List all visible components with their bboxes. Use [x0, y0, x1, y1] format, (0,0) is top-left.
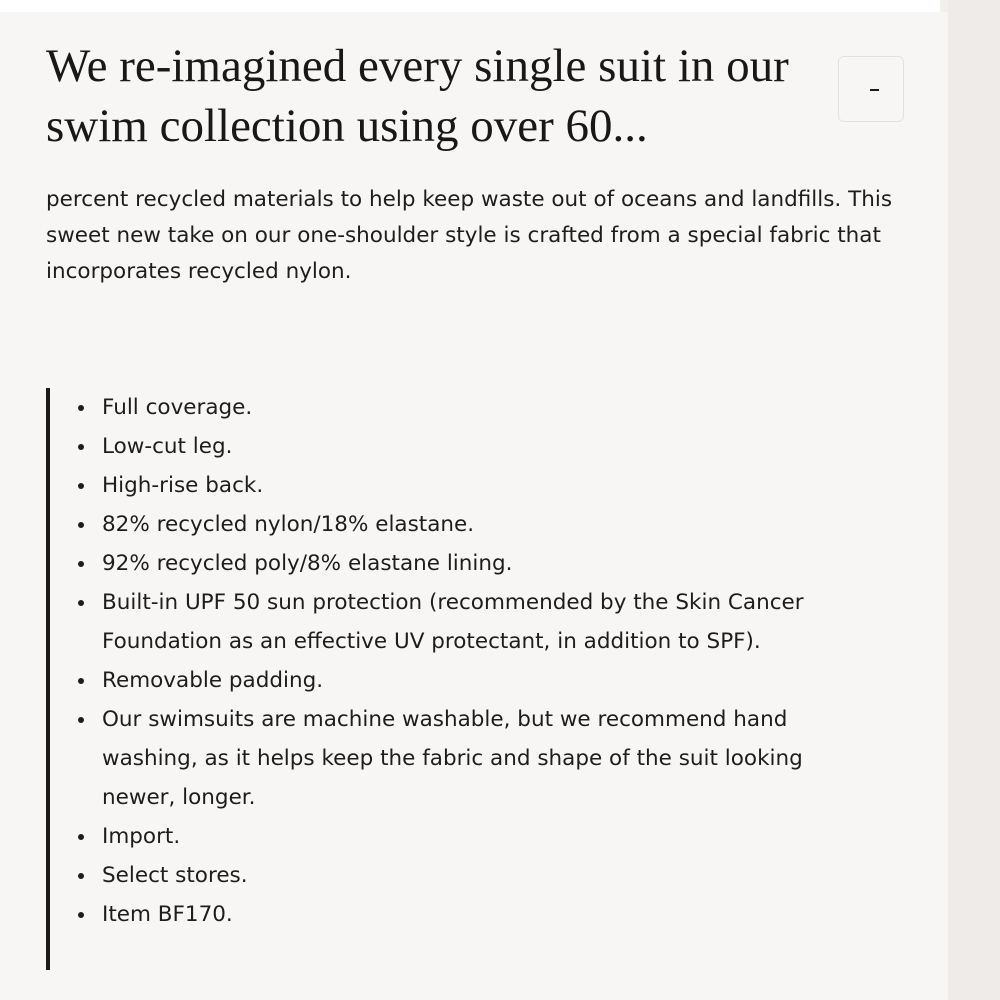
feature-list — [50, 388, 846, 934]
bullet-icon — [78, 561, 84, 567]
product-headline: We re-imagined every single suit in our swim collection using over 60... — [46, 40, 789, 152]
feature-item — [78, 661, 846, 700]
feature-text: Removable padding. — [102, 668, 324, 693]
feature-item — [78, 544, 846, 583]
feature-list-section — [46, 388, 846, 970]
feature-text: Low-cut leg. — [102, 434, 233, 459]
bullet-icon — [78, 522, 84, 528]
feature-text: 92% recycled poly/8% elastane lining. — [102, 551, 513, 576]
product-intro: percent recycled materials to help keep waste out of oceans and landfills. This sweet new take on our one-shoulder style is crafted from a special fabric that incorporates recycled nylon. — [46, 187, 893, 284]
right-gutter — [948, 0, 1000, 1000]
collapse-button[interactable] — [838, 56, 904, 122]
feature-item — [78, 583, 846, 661]
bullet-icon — [78, 717, 84, 723]
bullet-icon — [78, 873, 84, 879]
bullet-icon — [78, 678, 84, 684]
bullet-icon — [78, 405, 84, 411]
minus-icon — [870, 89, 879, 91]
feature-text: Import. — [102, 824, 181, 849]
feature-text: Our swimsuits are machine washable, but we recommend hand washing, as it helps keep the fabric and shape of the suit looking newer, longer. — [102, 707, 803, 810]
bullet-icon — [78, 834, 84, 840]
feature-text: Item BF170. — [102, 902, 233, 927]
bullet-icon — [78, 600, 84, 606]
bullet-icon — [78, 483, 84, 489]
feature-item — [78, 505, 846, 544]
feature-text: Full coverage. — [102, 395, 253, 420]
feature-text: 82% recycled nylon/18% elastane. — [102, 512, 475, 537]
feature-item — [78, 466, 846, 505]
bullet-icon — [78, 444, 84, 450]
feature-item — [78, 388, 846, 427]
feature-item — [78, 856, 846, 895]
bullet-icon — [78, 912, 84, 918]
feature-text: Select stores. — [102, 863, 248, 888]
feature-item — [78, 700, 846, 817]
feature-item — [78, 427, 846, 466]
feature-text: High-rise back. — [102, 473, 264, 498]
feature-item — [78, 895, 846, 934]
top-strip — [0, 0, 940, 12]
feature-text: Built-in UPF 50 sun protection (recommended by the Skin Cancer Foundation as an effective UV protectant, in addition to SPF). — [102, 590, 804, 654]
feature-item — [78, 817, 846, 856]
